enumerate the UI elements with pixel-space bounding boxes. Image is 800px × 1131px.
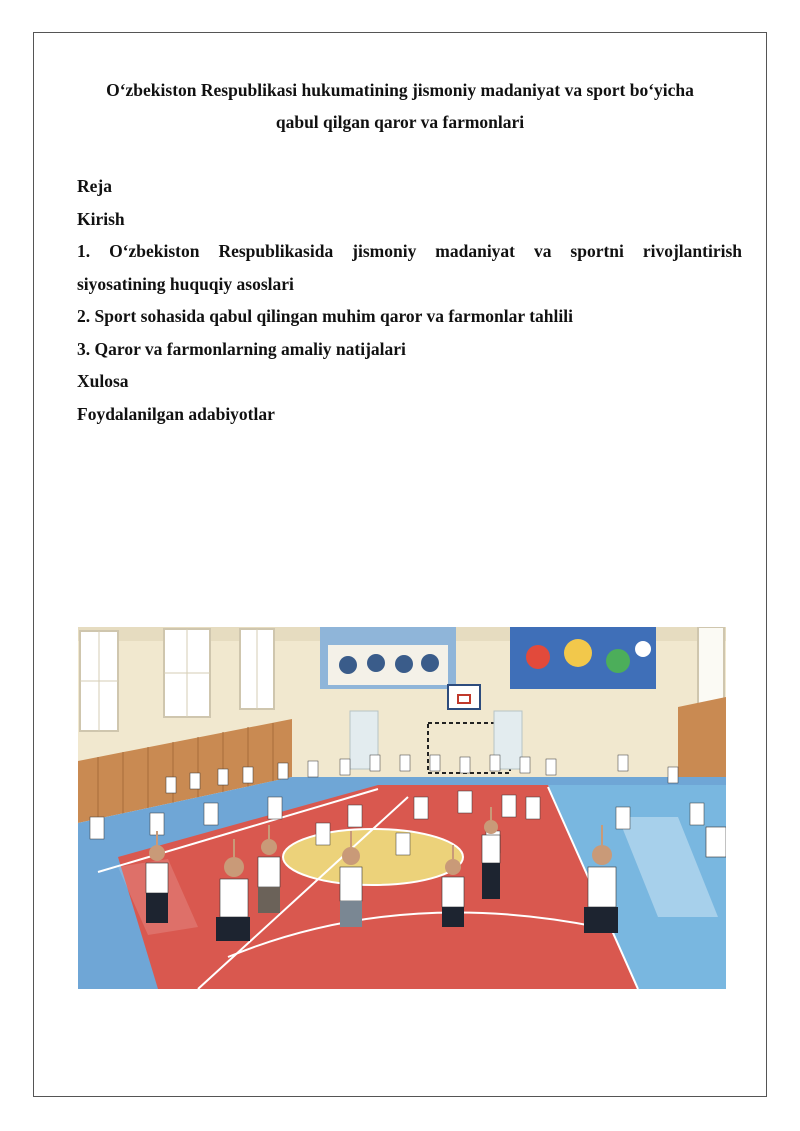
plan-item-1-line-2: siyosatining huquqiy asoslari xyxy=(77,273,294,294)
document-title xyxy=(60,74,740,138)
plan-item-intro: Kirish xyxy=(77,208,125,229)
plan-item-1-line-1: 1. O‘zbekiston Respublikasida jismoniy madaniyat va sportni rivojlantirish xyxy=(77,241,742,261)
title-line-1: O‘zbekiston Respublikasi hukumatining jismoniy madaniyat va sport bo‘yicha xyxy=(106,80,694,100)
gym-exercise-photo xyxy=(78,627,726,989)
plan-item-3: 3. Qaror va farmonlarning amaliy natijalari xyxy=(77,338,406,359)
plan-item-references: Foydalanilgan adabiyotlar xyxy=(77,403,275,424)
plan-item-conclusion: Xulosa xyxy=(77,371,129,391)
title-line-2: qabul qilgan qaror va farmonlari xyxy=(275,112,525,132)
plan-heading: Reja xyxy=(77,176,112,196)
plan-item-2: 2. Sport sohasida qabul qilingan muhim qaror va farmonlar tahlili xyxy=(77,306,573,326)
plan-list xyxy=(77,170,742,430)
